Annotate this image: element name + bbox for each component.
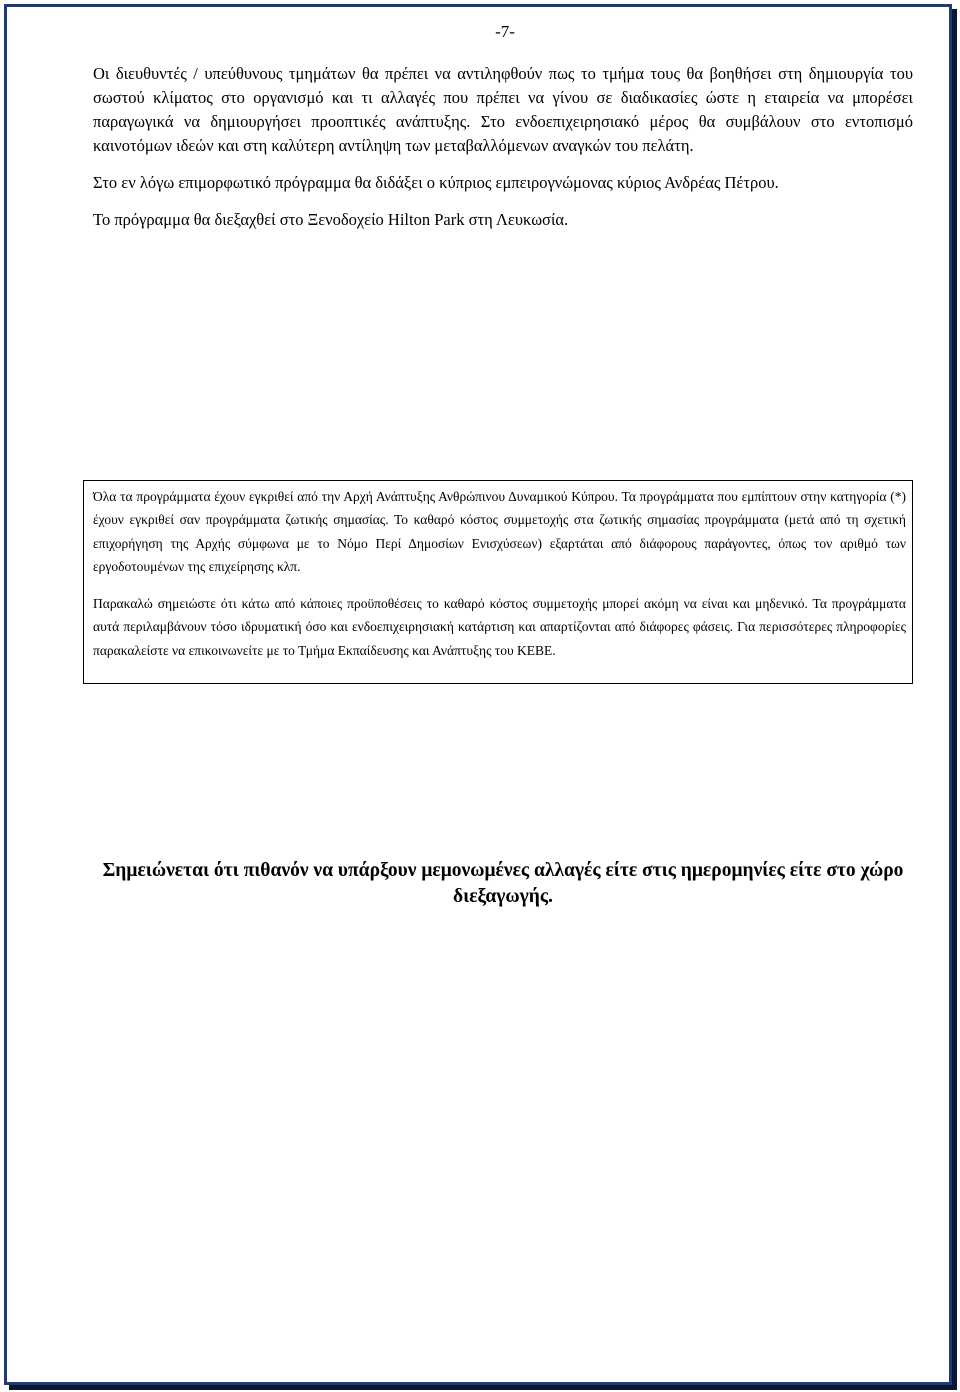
approval-info-box xyxy=(83,480,913,684)
venue-paragraph: Το πρόγραμμα θα διεξαχθεί στο Ξενοδοχείο Hilton Park στη Λευκωσία. xyxy=(93,210,569,229)
changes-notice: Σημειώνεται ότι πιθανόν να υπάρξουν μεμονωμένες αλλαγές είτε στις ημερομηνίες είτε στο χώρο διεξαγωγής. xyxy=(102,860,904,907)
page-number: -7- xyxy=(495,22,515,41)
approval-paragraph: Όλα τα προγράμματα έχουν εγκριθεί από την Αρχή Ανάπτυξης Ανθρώπινου Δυναμικού Κύπρου. Τα προγράμματα που εμπίπτουν στην κατηγορία (*) έχουν εγκριθεί σαν προγράμματα ζωτικής σημασίας. Το καθαρό κόστος συμμετοχής στα ζωτικής σημασίας προγράμματα (μετά από τη σχετική επιχορήγηση της Αρχής σύμφωνα με το Νόμο Περί Δημοσίων Ενισχύσεων) εξαρτάται από διάφορους παράγοντες, όπως τον αριθμό των εργοδοτουμένων της επιχείρησης κλπ. xyxy=(93,489,906,574)
cost-paragraph: Παρακαλώ σημειώστε ότι κάτω από κάποιες προϋποθέσεις το καθαρό κόστος συμμετοχής μπορεί ακόμη να είναι και μηδενικό. Τα προγράμματα αυτά περιλαμβάνουν τόσο ιδρυματική όσο και ενδοεπιχειρησιακή κατάρτιση και απαρτίζονται από διάφορες φάσεις. Για περισσότερες πληροφορίες παρακαλείστε να επικοινωνείτε με το Τμήμα Εκπαίδευσης και Ανάπτυξης του ΚΕΒΕ. xyxy=(93,596,906,658)
main-content xyxy=(93,62,913,232)
instructor-paragraph: Στο εν λόγω επιμορφωτικό πρόγραμμα θα διδάξει ο κύπριος εμπειρογνώμονας κύριος Ανδρέας Πέτρου. xyxy=(93,173,779,192)
intro-paragraph: Οι διευθυντές / υπεύθυνους τμημάτων θα πρέπει να αντιληφθούν πως το τμήμα τους θα βοηθήσει στη δημιουργία του σωστού κλίματος στο οργανισμό και τι αλλαγές που πρέπει να γίνου σε διαδικασίες ώστε η εταιρεία να μπορέσει παραγωγικά να δημιουργήσει προοπτικές ανάπτυξης. Στο ενδοεπιχειρησιακό μέρος θα συμβάλουν στο εντοπισμό καινοτόμων ιδεών και στη καλύτερη αντίληψη των μεταβαλλόμενων αναγκών του πελάτη. xyxy=(93,64,913,155)
